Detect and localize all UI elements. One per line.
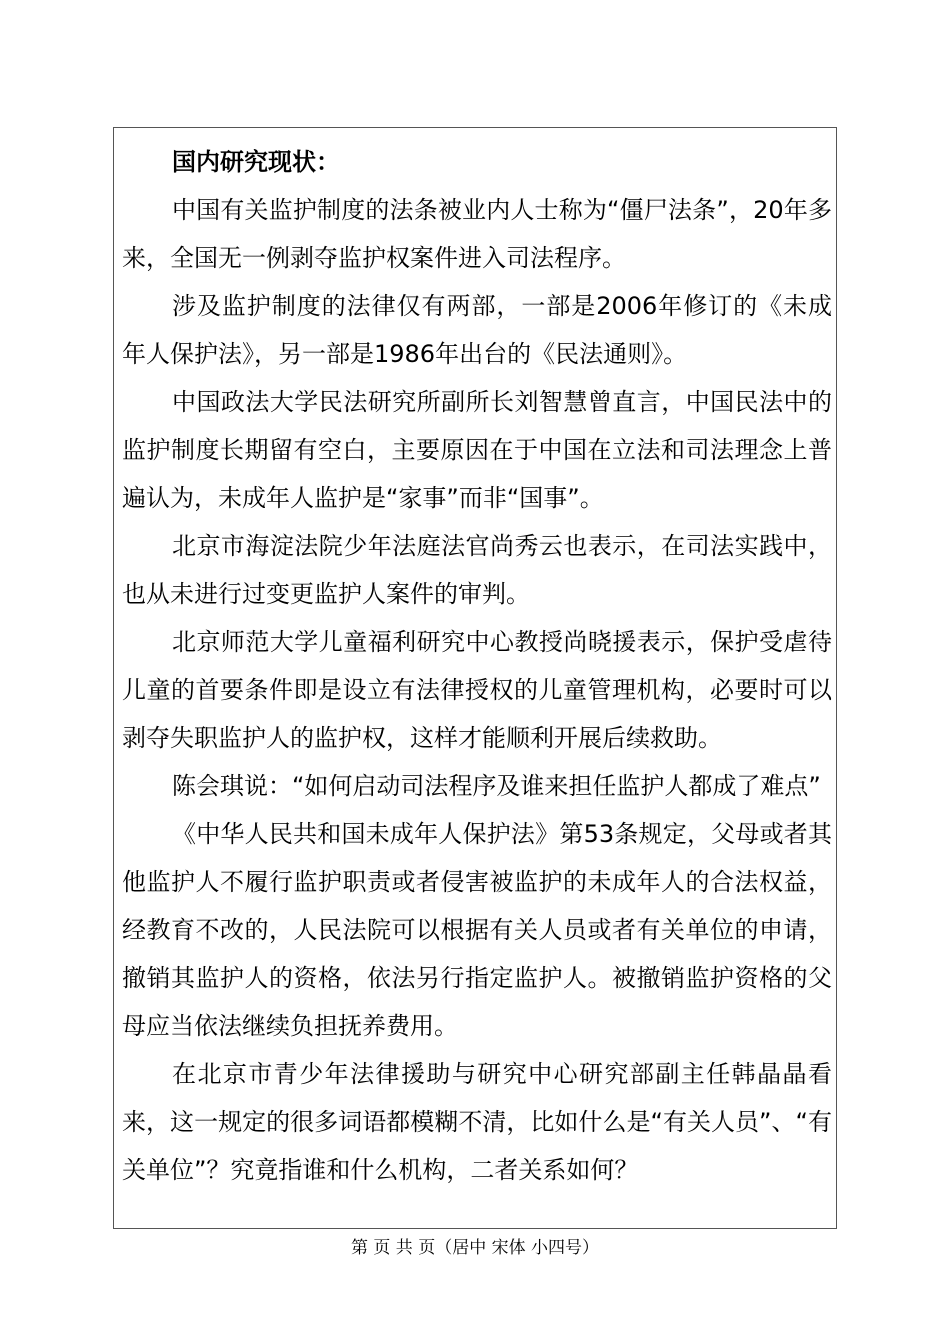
document-body xyxy=(122,138,832,1194)
paragraph: 陈会琪说：“如何启动司法程序及谁来担任监护人都成了难点” xyxy=(172,772,821,800)
paragraph: 北京市海淀法院少年法庭法官尚秀云也表示，在司法实践中，也从未进行过变更监护人案件的审判。 xyxy=(122,532,832,608)
paragraph: 北京师范大学儿童福利研究中心教授尚晓援表示，保护受虐待儿童的首要条件即是设立有法律授权的儿童管理机构，必要时可以剥夺失职监护人的监护权，这样才能顺利开展后续救助。 xyxy=(122,628,832,752)
paragraph: 《中华人民共和国未成年人保护法》第53条规定，父母或者其他监护人不履行监护职责或者侵害被监护的未成年人的合法权益，经教育不改的，人民法院可以根据有关人员或者有关单位的申请，撤销其监护人的资格，依法另行指定监护人。被撤销监护资格的父母应当依法继续负担抚养费用。 xyxy=(122,820,832,1040)
paragraph: 在北京市青少年法律援助与研究中心研究部副主任韩晶晶看来，这一规定的很多词语都模糊不清，比如什么是“有关人员”、“有关单位”？究竟指谁和什么机构，二者关系如何？ xyxy=(122,1060,832,1184)
page-footer: 第 页 共 页（居中 宋体 小四号） xyxy=(350,1238,600,1258)
section-heading: 国内研究现状： xyxy=(172,148,340,176)
paragraph: 涉及监护制度的法律仅有两部，一部是2006年修订的《未成年人保护法》，另一部是1986年出台的《民法通则》。 xyxy=(122,292,832,368)
paragraph: 中国有关监护制度的法条被业内人士称为“僵尸法条”，20年多来，全国无一例剥夺监护权案件进入司法程序。 xyxy=(122,196,832,272)
paragraph: 中国政法大学民法研究所副所长刘智慧曾直言，中国民法中的监护制度长期留有空白，主要原因在于中国在立法和司法理念上普遍认为，未成年人监护是“家事”而非“国事”。 xyxy=(122,388,832,512)
